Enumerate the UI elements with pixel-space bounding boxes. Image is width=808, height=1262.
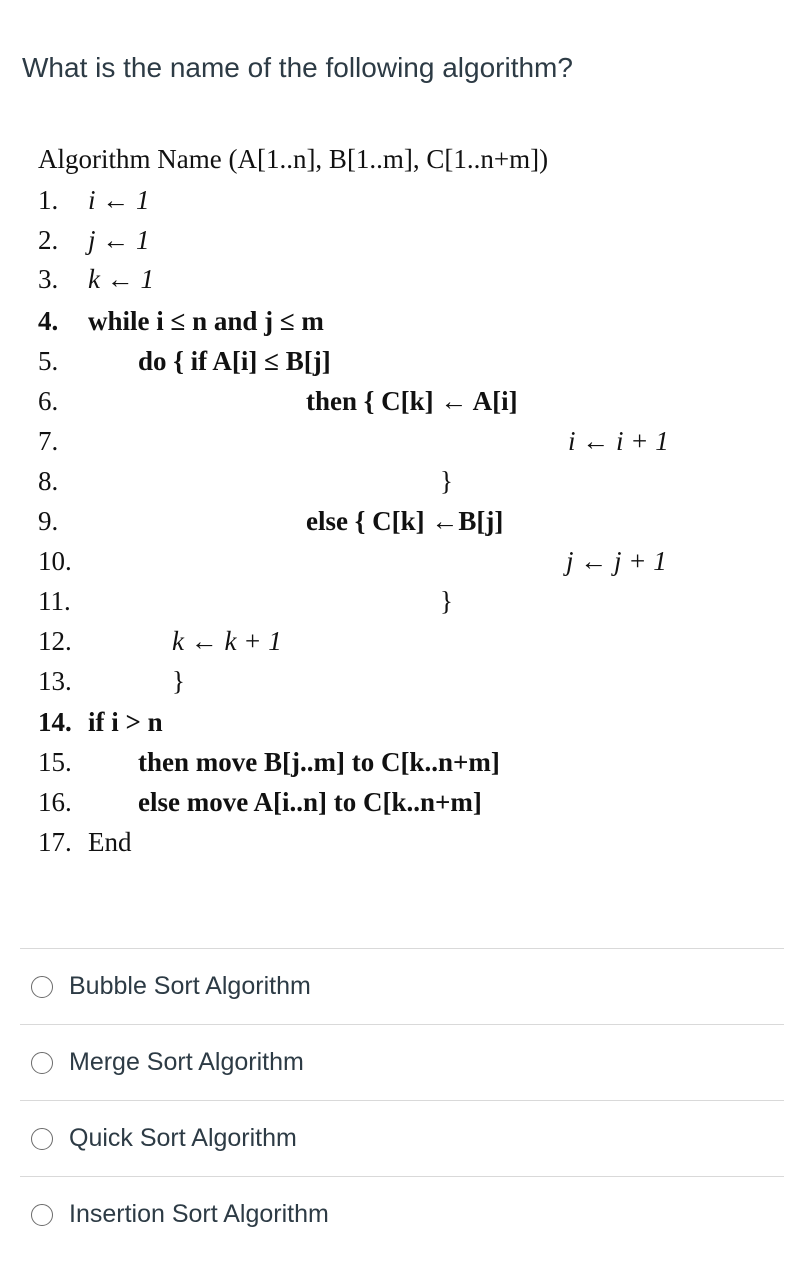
line-number: 7. [38, 426, 59, 456]
line-number: 4. [38, 306, 59, 336]
code-line: i ← i + 1 [568, 426, 669, 456]
line-number: 1. [38, 185, 59, 215]
line-number: 10. [38, 546, 72, 576]
line-number: 16. [38, 787, 72, 817]
code-line: j ← j + 1 [566, 546, 667, 576]
line-number: 3. [38, 264, 59, 294]
code-line: else move A[i..n] to C[k..n+m] [138, 787, 482, 817]
line-number: 13. [38, 666, 72, 696]
option-label: Bubble Sort Algorithm [69, 972, 311, 1000]
line-number: 12. [38, 626, 72, 656]
option-quick-sort[interactable] [20, 1100, 784, 1176]
question-text: What is the name of the following algorithm? [22, 52, 573, 83]
algorithm-header: Algorithm Name (A[1..n], B[1..m], C[1..n+m]) [38, 144, 549, 174]
code-line: } [440, 586, 453, 616]
code-line: then { C[k] ← A[i] [306, 386, 518, 416]
line-number: 17. [38, 827, 72, 857]
code-line: k ← 1 [88, 264, 154, 294]
code-line: } [172, 666, 185, 696]
radio-button[interactable] [31, 1204, 53, 1226]
line-number: 2. [38, 225, 59, 255]
radio-button[interactable] [31, 1128, 53, 1150]
line-number: 14. [38, 707, 72, 737]
option-label: Insertion Sort Algorithm [69, 1200, 329, 1228]
option-bubble-sort[interactable] [20, 948, 784, 1024]
answer-options [20, 948, 784, 1252]
radio-button[interactable] [31, 976, 53, 998]
code-line: j ← 1 [88, 225, 150, 255]
code-line: i ← 1 [88, 185, 150, 215]
line-number: 5. [38, 346, 59, 376]
code-line: while i ≤ n and j ≤ m [88, 306, 324, 336]
line-number: 9. [38, 506, 59, 536]
code-line: if i > n [88, 707, 163, 737]
code-line: then move B[j..m] to C[k..n+m] [138, 747, 500, 777]
option-label: Quick Sort Algorithm [69, 1124, 297, 1152]
code-line: } [440, 466, 453, 496]
radio-button[interactable] [31, 1052, 53, 1074]
option-merge-sort[interactable] [20, 1024, 784, 1100]
option-insertion-sort[interactable] [20, 1176, 784, 1252]
line-number: 6. [38, 386, 59, 416]
line-number: 15. [38, 747, 72, 777]
code-line: k ← k + 1 [172, 626, 282, 656]
option-label: Merge Sort Algorithm [69, 1048, 304, 1076]
code-line: do { if A[i] ≤ B[j] [138, 346, 331, 376]
code-line: else { C[k] ←B[j] [306, 506, 504, 536]
line-number: 8. [38, 466, 59, 496]
line-number: 11. [38, 586, 71, 616]
code-line: End [88, 827, 132, 857]
